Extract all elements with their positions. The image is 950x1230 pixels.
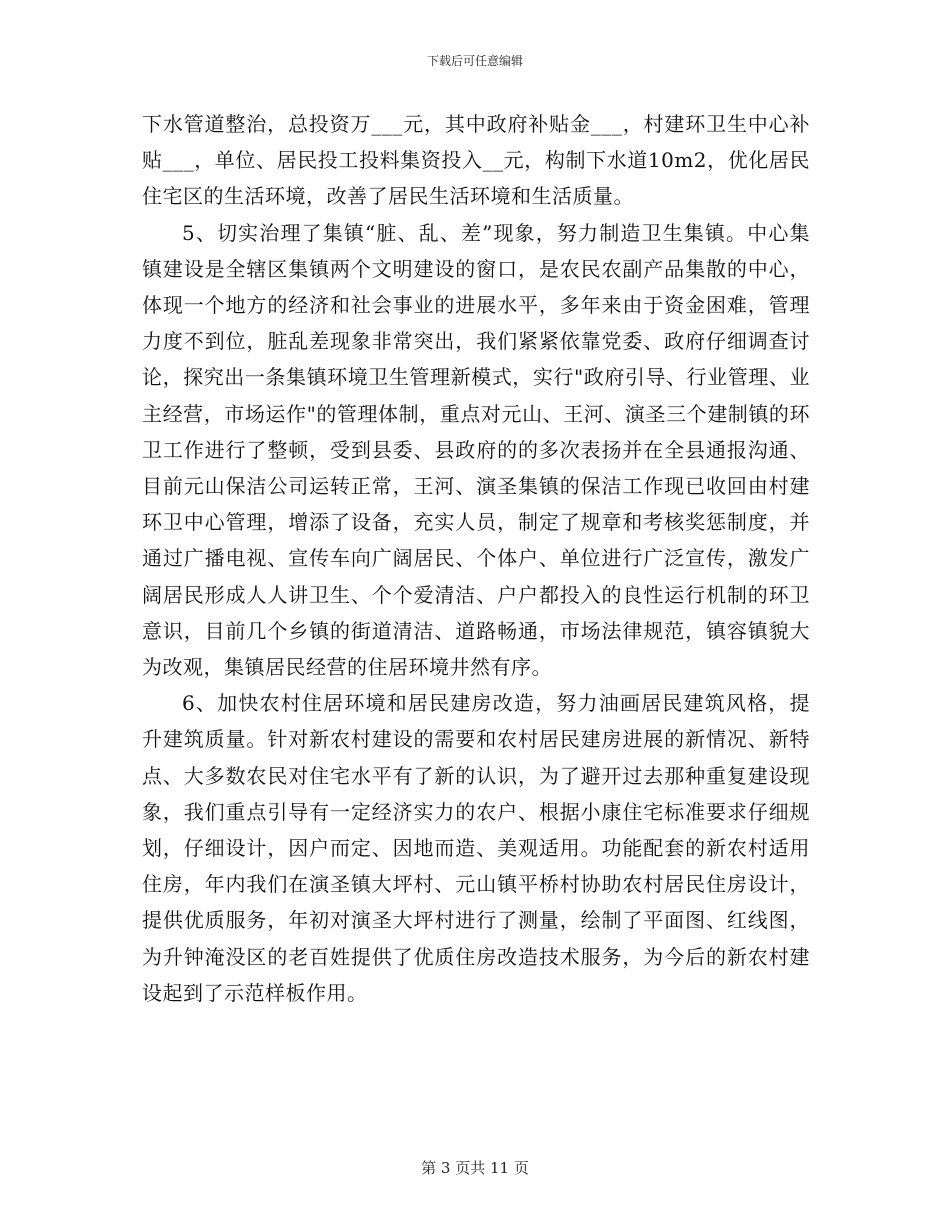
page-header-note: 下载后可任意编辑 [426,54,523,68]
paragraph-item-6: 6、加快农村住居环境和居民建房改造，努力油画居民建筑风格，提升建筑质量。针对新农村建设的需要和农村居民建房进展的新情况、新特点、大多数农民对住宅水平有了新的认识，为了避开过去那种重复建设现象，我们重点引导有一定经济实力的农户、根据小康住宅标准要求仔细规划，仔细设计，因户而定、因地而造、美观适用。功能配套的新农村适用住房，年内我们在演圣镇大坪村、元山镇平桥村协助农村居民住房设计，提供优质服务，年初对演圣大坪村进行了测量，绘制了平面图、红线图，为升钟淹没区的老百姓提供了优质住房改造技术服务，为今后的新农村建设起到了示范样板作用。 [142,691,810,1005]
paragraph-continuation: 下水管道整治，总投资万___元，其中政府补贴金___，村建环卫生中心补贴___，单位、居民投工投料集资投入__元，构制下水道10m2，优化居民住宅区的生活环境，改善了居民生活环境和生活质量。 [142,112,810,209]
paragraph-item-5: 5、切实治理了集镇“脏、乱、差”现象，努力制造卫生集镇。中心集镇建设是全辖区集镇两个文明建设的窗口，是农民农副产品集散的中心，体现一个地方的经济和社会事业的进展水平，多年来由于资金困难，管理力度不到位，脏乱差现象非常突出，我们紧紧依靠党委、政府仔细调查讨论，探究出一条集镇环境卫生管理新模式，实行"政府引导、行业管理、业主经营，市场运作"的管理体制，重点对元山、王河、演圣三个建制镇的环卫工作进行了整顿，受到县委、县政府的的多次表扬并在全县通报沟通、目前元山保洁公司运转正常，王河、演圣集镇的保洁工作现已收回由村建环卫中心管理，增添了设备，充实人员，制定了规章和考核奖惩制度，并通过广播电视、宣传车向广阔居民、个体户、单位进行广泛宣传，激发广阔居民形成人人讲卫生、个个爱清洁、户户都投入的良性运行机制的环卫意识，目前几个乡镇的街道清洁、道路畅通，市场法律规范，镇容镇貌大为改观，集镇居民经营的住居环境井然有序。 [142,220,810,680]
document-body [142,106,810,1011]
page-number: 第 3 页共 11 页 [421,1159,529,1177]
